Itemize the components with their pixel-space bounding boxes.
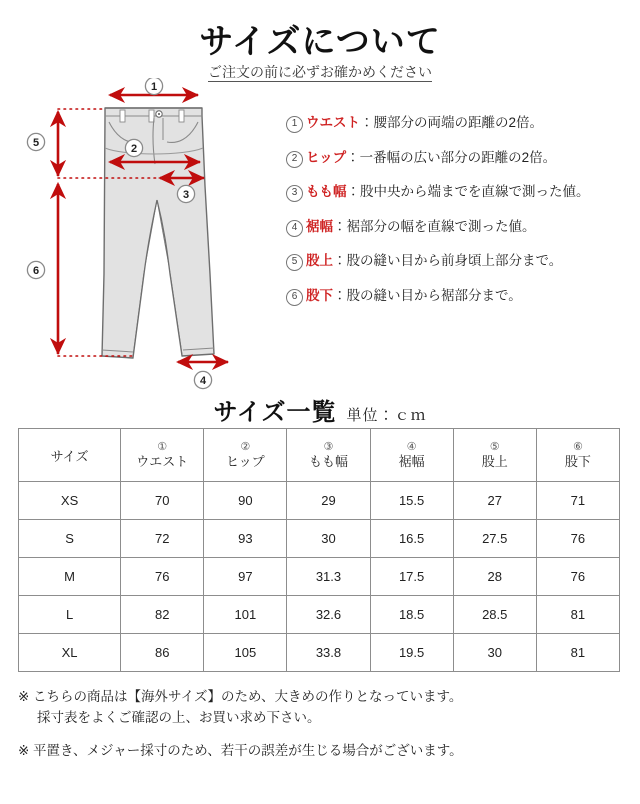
table-header-inseam-num: ⑥ (572, 441, 583, 453)
cell-inseam: 81 (536, 596, 619, 634)
cell-inseam: 71 (536, 482, 619, 520)
legend-term-3: もも幅 (306, 184, 347, 199)
cell-rise: 28.5 (453, 596, 536, 634)
table-header-rise-num: ⑤ (489, 441, 500, 453)
table-header-inseam-label: 股下 (564, 454, 591, 469)
legend-item-hem (286, 220, 636, 237)
legend-term-4: 裾幅 (306, 218, 333, 234)
table-header-waist (121, 429, 204, 482)
legend-number-6: 6 (286, 289, 303, 306)
cell-waist: 72 (121, 520, 204, 558)
size-table-unit: 単位：ｃｍ (346, 407, 427, 424)
table-header-thigh-num: ③ (323, 441, 334, 453)
callout-6 (27, 261, 44, 278)
callout-2 (125, 139, 142, 156)
cell-hip: 90 (204, 482, 287, 520)
cell-inseam: 81 (536, 634, 619, 672)
table-header-size-label: サイズ (50, 448, 89, 464)
legend-term-6: 股下 (306, 287, 333, 303)
table-header-thigh-label: もも幅 (308, 454, 348, 469)
cell-hem: 18.5 (370, 596, 453, 634)
legend-number-1: 1 (286, 116, 303, 133)
cell-hem: 16.5 (370, 520, 453, 558)
table-header-hip-num: ② (240, 441, 251, 453)
cell-hip: 105 (204, 634, 287, 672)
table-row (19, 482, 620, 520)
cell-thigh: 33.8 (287, 634, 370, 672)
table-header-hip-label: ヒップ (226, 454, 265, 469)
cell-waist: 86 (121, 634, 204, 672)
cell-rise: 30 (453, 634, 536, 672)
pants-illustration (102, 108, 214, 358)
legend-number-3: 3 (286, 185, 303, 202)
note-oversea-sizing-line2: 採寸表をよくご確認の上、お買い求め下さい。 (37, 710, 321, 725)
callout-3 (177, 185, 194, 202)
table-header-thigh (287, 429, 370, 482)
callout-1 (145, 78, 162, 95)
table-header-waist-num: ① (157, 441, 168, 453)
row-size-label: S (19, 520, 121, 558)
legend-desc-6: ：股の縫い目から裾部分まで。 (333, 287, 522, 303)
table-header-hip (204, 429, 287, 482)
row-size-label: L (19, 596, 121, 634)
cell-inseam: 76 (536, 558, 619, 596)
callout-5 (27, 133, 44, 150)
cell-hem: 15.5 (370, 482, 453, 520)
table-row (19, 634, 620, 672)
legend-item-rise (286, 254, 636, 271)
cell-rise: 28 (453, 558, 536, 596)
row-size-label: XL (19, 634, 121, 672)
cell-inseam: 76 (536, 520, 619, 558)
cell-waist: 76 (121, 558, 204, 596)
legend-item-waist (286, 116, 636, 133)
legend-desc-2: ：一番幅の広い部分の距離の2倍。 (346, 149, 557, 165)
svg-text:5: 5 (32, 137, 40, 150)
svg-text:2: 2 (130, 143, 138, 156)
legend-desc-1: ：腰部分の両端の距離の2倍。 (360, 115, 544, 130)
svg-text:1: 1 (150, 81, 158, 94)
measurement-legend (286, 116, 636, 323)
row-size-label: M (19, 558, 121, 596)
cell-waist: 82 (121, 596, 204, 634)
svg-text:3: 3 (182, 189, 190, 202)
size-table-title: サイズ一覧 (213, 399, 337, 426)
note-measurement-tolerance: ※ 平置き、メジャー採寸のため、若干の誤差が生じる場合がございます。 (18, 743, 463, 758)
legend-term-2: ヒップ (306, 149, 347, 165)
table-header-hem (370, 429, 453, 482)
legend-desc-4: ：裾部分の幅を直線で測った値。 (333, 218, 536, 234)
table-header-hem-num: ④ (406, 441, 417, 453)
cell-rise: 27.5 (453, 520, 536, 558)
cell-waist: 70 (121, 482, 204, 520)
legend-number-2: 2 (286, 151, 303, 168)
legend-desc-5: ：股の縫い目から前身頃上部分まで。 (333, 253, 563, 268)
table-row (19, 520, 620, 558)
pants-measurement-diagram (14, 78, 286, 396)
table-row (19, 596, 620, 634)
cell-thigh: 32.6 (287, 596, 370, 634)
legend-number-4: 4 (286, 220, 303, 237)
cell-hem: 19.5 (370, 634, 453, 672)
size-table (18, 428, 620, 672)
table-header-hem-label: 裾幅 (398, 454, 425, 469)
legend-term-5: 股上 (306, 253, 333, 268)
table-header-rise (453, 429, 536, 482)
table-row (19, 558, 620, 596)
row-size-label: XS (19, 482, 121, 520)
table-header-row (19, 429, 620, 482)
legend-item-inseam (286, 289, 636, 306)
size-table-heading (0, 392, 640, 427)
note-oversea-sizing-line1: ※ こちらの商品は【海外サイズ】のため、大きめの作りとなっています。 (18, 689, 463, 704)
cell-hip: 101 (204, 596, 287, 634)
cell-thigh: 29 (287, 482, 370, 520)
legend-item-thigh (286, 185, 636, 202)
footer-notes (18, 686, 628, 761)
cell-hem: 17.5 (370, 558, 453, 596)
cell-thigh: 31.3 (287, 558, 370, 596)
legend-term-1: ウエスト (306, 115, 360, 130)
legend-number-5: 5 (286, 254, 303, 271)
svg-text:6: 6 (32, 265, 40, 278)
callout-4 (194, 371, 211, 388)
svg-text:4: 4 (199, 375, 207, 388)
cell-rise: 27 (453, 482, 536, 520)
page-subtitle-text: ご注文の前に必ずお確かめください (208, 64, 432, 80)
table-header-rise-label: 股上 (481, 454, 508, 469)
cell-hip: 97 (204, 558, 287, 596)
legend-desc-3: ：股中央から端までを直線で測った値。 (346, 184, 590, 199)
page-title: サイズについて (199, 23, 441, 61)
cell-hip: 93 (204, 520, 287, 558)
cell-thigh: 30 (287, 520, 370, 558)
table-header-size (19, 429, 121, 482)
legend-item-hip (286, 151, 636, 168)
table-header-inseam (536, 429, 619, 482)
table-header-waist-label: ウエスト (136, 454, 189, 469)
